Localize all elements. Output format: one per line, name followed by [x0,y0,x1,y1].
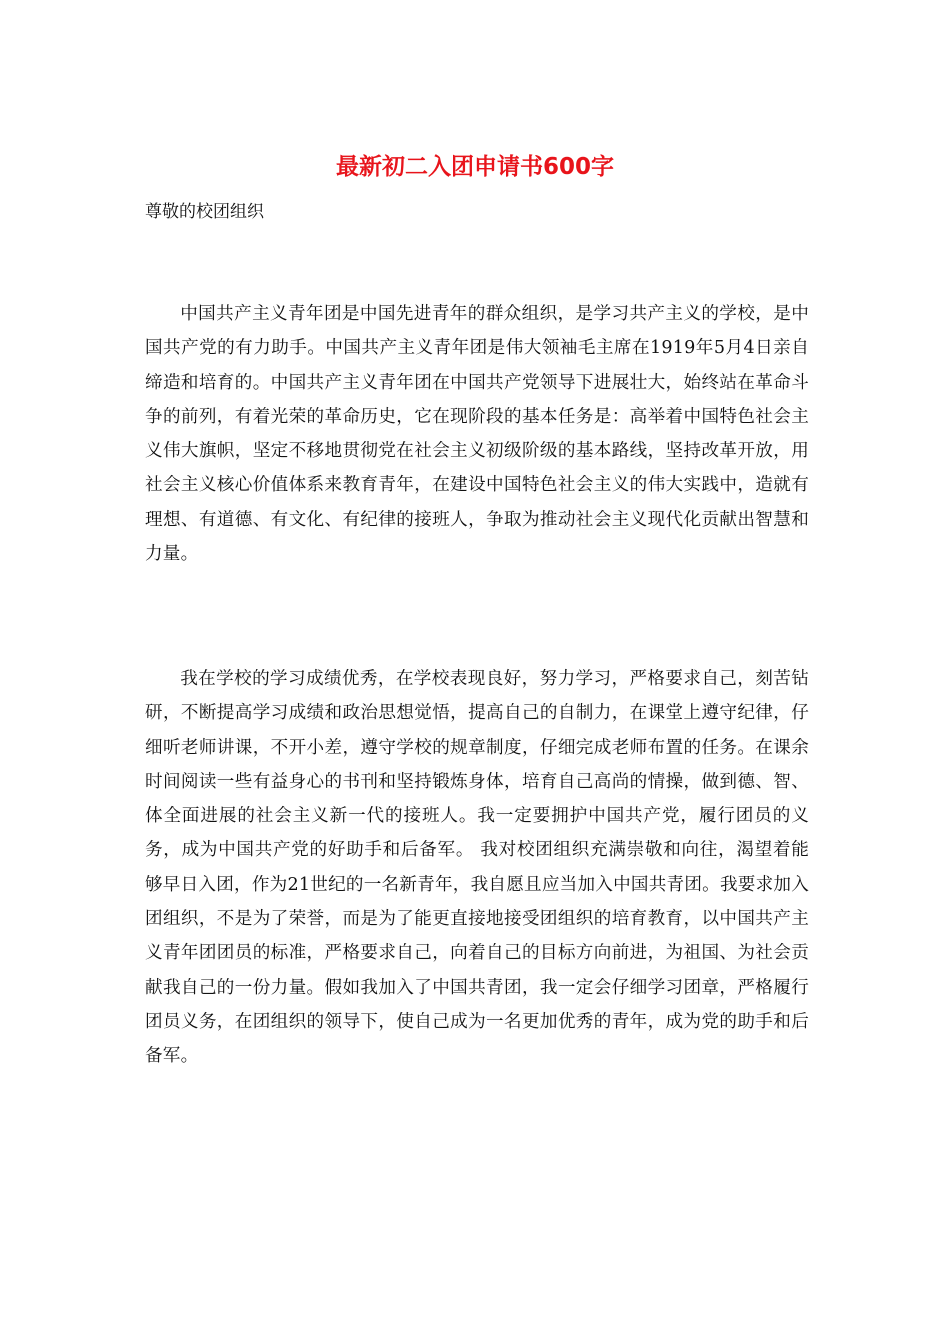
body-paragraph-1: 中国共产主义青年团是中国先进青年的群众组织，是学习共产主义的学校，是中国共产党的有力助手。中国共产主义青年团是伟大领袖毛主席在1919年5月4日亲自缔造和培育的。中国共产主义青年团在中国共产党领导下进展壮大，始终站在革命斗争的前列，有着光荣的革命历史，它在现阶段的基本任务是：高举着中国特色社会主义伟大旗帜，坚定不移地贯彻党在社会主义初级阶级的基本路线，坚持改革开放，用社会主义核心价值体系来教育青年，在建设中国特色社会主义的伟大实践中，造就有理想、有道德、有文化、有纪律的接班人，争取为推动社会主义现代化贡献出智慧和力量。 [145,304,809,565]
document-title: 最新初二入团申请书600字 [335,154,614,180]
salutation: 尊敬的校团组织 [145,202,264,222]
body-paragraph-2: 我在学校的学习成绩优秀，在学校表现良好，努力学习，严格要求自己，刻苦钻研，不断提高学习成绩和政治思想觉悟，提高自己的自制力，在课堂上遵守纪律，仔细听老师讲课，不开小差，遵守学校的规章制度，仔细完成老师布置的任务。在课余时间阅读一些有益身心的书刊和坚持锻炼身体，培育自己高尚的情操，做到德、智、体全面进展的社会主义新一代的接班人。我一定要拥护中国共产党，履行团员的义务，成为中国共产党的好助手和后备军。 我对校团组织充满崇敬和向往，渴望着能够早日入团，作为21世纪的一名新青年，我自愿且应当加入中国共青团。我要求加入团组织，不是为了荣誉，而是为了能更直接地接受团组织的培育教育，以中国共产主义青年团团员的标准，严格要求自己，向着自己的目标方向前进，为祖国、为社会贡献我自己的一份力量。假如我加入了中国共青团，我一定会仔细学习团章，严格履行团员义务，在团组织的领导下，使自己成为一名更加优秀的青年，成为党的助手和后备军。 [145,669,809,1067]
